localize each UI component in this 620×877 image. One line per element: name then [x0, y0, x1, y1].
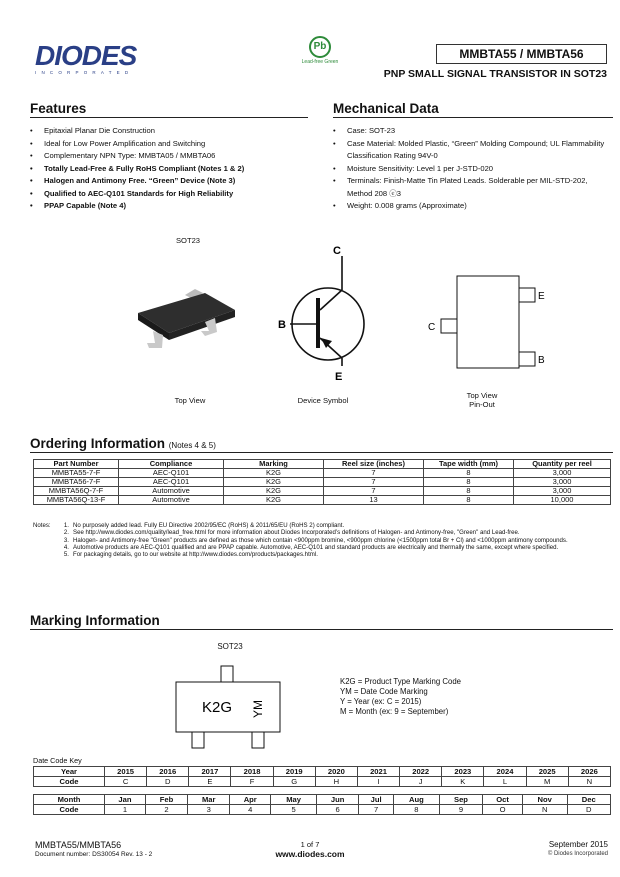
note-item	[61, 544, 613, 551]
device-symbol-caption: Device Symbol	[297, 396, 349, 405]
lead-free-badge	[298, 36, 342, 65]
ordering-cell: MMBTA56-7-F	[34, 478, 119, 487]
footer-page: 1 of 7	[300, 840, 320, 849]
marking-lead-left	[192, 732, 204, 748]
month-code-cell: 4	[230, 805, 271, 815]
marking-lead-top	[221, 666, 233, 682]
note-text: Halogen- and Antimony-free "Green" products are defined as those which contain <900ppm bromine, <900ppm chlorine (<1500ppm total Br + Cl) and <1000ppm antimony compounds.	[73, 536, 568, 544]
ordering-cell: K2G	[224, 469, 324, 478]
ordering-cell: AEC-Q101	[119, 478, 224, 487]
lead-free-label: Lead-free Green	[301, 59, 339, 65]
year-code-row-label: Code	[34, 777, 105, 787]
ordering-col-tape: Tape width (mm)	[424, 460, 514, 469]
marking-legend-3: Y = Year (ex: C = 2015)	[340, 697, 422, 706]
ordering-table	[33, 459, 611, 505]
logo-subtext: INCORPORATED	[35, 70, 134, 75]
month-cell: Jun	[317, 795, 359, 805]
year-cell: 2026	[568, 767, 610, 777]
pinout-pad-b	[519, 352, 535, 366]
ordering-cell: MMBTA56Q-7-F	[34, 487, 119, 496]
feature-item: • Ideal for Low Power Amplification and Switching	[30, 138, 308, 151]
ordering-cell: 7	[324, 487, 424, 496]
month-code-cell: N	[522, 805, 567, 815]
note-number: 5.	[63, 551, 69, 559]
year-cell: 2023	[442, 767, 484, 777]
note-text: For packaging details, go to our website at http://www.diodes.com/products/packages.html.	[73, 551, 318, 559]
note-number: 4.	[63, 543, 69, 551]
marking-package-label: SOT23	[217, 642, 243, 651]
year-code-cell: K	[442, 777, 484, 787]
ordering-col-part: Part Number	[34, 460, 119, 469]
year-row-label: Year	[34, 767, 105, 777]
ordering-cell: 8	[424, 487, 514, 496]
month-code-row-label: Code	[34, 805, 105, 815]
month-cell: Jan	[105, 795, 146, 805]
diodes-logo	[35, 40, 153, 76]
transistor-symbol	[270, 238, 380, 383]
feature-item: • Qualified to AEC-Q101 Standards for High Reliability	[30, 188, 308, 201]
year-cell: 2016	[147, 767, 189, 777]
month-cell: Mar	[188, 795, 230, 805]
month-code-cell: 5	[271, 805, 317, 815]
ordering-cell: 10,000	[514, 496, 611, 505]
month-cell: Dec	[567, 795, 610, 805]
ordering-cell: K2G	[224, 496, 324, 505]
feature-item: • Totally Lead-Free & Fully RoHS Compliant (Notes 1 & 2)	[30, 163, 308, 176]
month-row-label: Month	[34, 795, 105, 805]
year-code-cell: N	[568, 777, 610, 787]
footer-doc-number: Document number: DS30054 Rev. 13 - 2	[35, 851, 153, 858]
pinout-pad-c	[441, 319, 457, 333]
ordering-row	[34, 478, 611, 487]
month-cell: Sep	[439, 795, 482, 805]
notes-list	[61, 522, 613, 558]
ordering-col-qty: Quantity per reel	[514, 460, 611, 469]
ordering-cell: MMBTA56Q-13-F	[34, 496, 119, 505]
marking-lead-right	[252, 732, 264, 748]
year-cell: 2018	[231, 767, 273, 777]
month-cell: Feb	[145, 795, 187, 805]
note-item	[61, 522, 613, 529]
year-code-cell: D	[147, 777, 189, 787]
footer-center	[250, 840, 370, 859]
note-text: No purposely added lead. Fully EU Directive 2002/95/EC (RoHS) & 2011/65/EU (RoHS 2) compliant.	[73, 522, 345, 529]
month-cell: Jul	[359, 795, 394, 805]
year-cell: 2020	[315, 767, 357, 777]
symbol-pin-e: E	[335, 371, 343, 383]
pinout-label-b: B	[538, 355, 545, 366]
feature-item: • Halogen and Antimony Free. “Green” Device (Note 3)	[30, 175, 308, 188]
footer-part: MMBTA55/MMBTA56	[35, 840, 122, 850]
mechanical-list	[333, 125, 613, 213]
month-cell: Apr	[230, 795, 271, 805]
marking-code: K2G	[202, 699, 233, 716]
ordering-cell: 8	[424, 478, 514, 487]
year-cell: 2019	[273, 767, 315, 777]
pinout-label-c: C	[428, 322, 436, 333]
month-code-cell: 9	[439, 805, 482, 815]
note-text: See http://www.diodes.com/quality/lead_free.html for more information about Diodes Incorporated’s definitions of Halogen- and Antimony-free, "Green" and Lead-free.	[73, 529, 520, 537]
ordering-cell: MMBTA55-7-F	[34, 469, 119, 478]
note-number: 1.	[63, 522, 69, 529]
note-item	[61, 537, 613, 544]
sot23-package-image	[135, 285, 240, 360]
ordering-heading-note: (Notes 4 & 5)	[168, 441, 216, 450]
mechanical-heading: Mechanical Data	[333, 101, 613, 118]
ordering-heading	[30, 436, 613, 453]
note-item	[61, 529, 613, 536]
footer-url[interactable]: www.diodes.com	[275, 849, 345, 859]
marking-legend-4: M = Month (ex: 9 = September)	[340, 707, 449, 716]
marking-legend	[340, 677, 461, 717]
ordering-cell: 3,000	[514, 469, 611, 478]
month-code-cell: 7	[359, 805, 394, 815]
pinout-label-e: E	[538, 291, 545, 302]
ordering-row	[34, 496, 611, 505]
ordering-header-row	[34, 460, 611, 469]
feature-item: • Complementary NPN Type: MMBTA05 / MMBTA06	[30, 150, 308, 163]
features-list	[30, 125, 308, 213]
marking-diagram	[170, 662, 290, 750]
ordering-col-reel: Reel size (inches)	[324, 460, 424, 469]
package-label: SOT23	[175, 236, 201, 245]
year-code-cell: M	[526, 777, 568, 787]
year-cell: 2015	[105, 767, 147, 777]
note-text: Automotive products are AEC-Q101 qualified and are PPAP capable. Automotive, AEC-Q101 and standard products are electrically and thermally the same, except where specified.	[73, 543, 559, 551]
footer-date: September 2015	[548, 840, 608, 849]
notes-block	[33, 522, 613, 558]
footer-copyright: © Diodes Incorporated	[547, 851, 608, 857]
features-section	[30, 101, 308, 213]
ordering-row	[34, 469, 611, 478]
month-code-cell: 8	[394, 805, 440, 815]
year-code-cell: G	[273, 777, 315, 787]
features-heading: Features	[30, 101, 308, 118]
month-code-cell: 6	[317, 805, 359, 815]
ordering-cell: 7	[324, 478, 424, 487]
pb-icon: Pb	[309, 36, 331, 58]
symbol-pin-b: B	[278, 319, 286, 331]
date-code-title: Date Code Key	[33, 756, 82, 765]
feature-item: • Epitaxial Planar Die Construction	[30, 125, 308, 138]
pinout-caption-line2: Pin-Out	[469, 400, 495, 409]
month-code-cell: O	[483, 805, 523, 815]
year-cell: 2017	[189, 767, 231, 777]
pinout-body	[457, 276, 519, 368]
ordering-cell: K2G	[224, 478, 324, 487]
note-item	[61, 551, 613, 558]
footer-right	[548, 840, 608, 857]
marking-ym: YM	[251, 700, 265, 718]
mech-item-weight: • Weight: 0.008 grams (Approximate)	[333, 200, 613, 213]
mech-item-moisture: • Moisture Sensitivity: Level 1 per J-STD-020	[333, 163, 613, 176]
month-code-cell: 1	[105, 805, 146, 815]
note-number: 3.	[63, 536, 69, 544]
ordering-cell: Automotive	[119, 487, 224, 496]
ordering-cell: 13	[324, 496, 424, 505]
pinout-caption	[450, 391, 514, 409]
pinout-diagram	[420, 272, 550, 377]
mech-item-case: • Case: SOT-23	[333, 125, 613, 138]
notes-label: Notes:	[33, 522, 51, 529]
symbol-pin-c: C	[333, 245, 341, 257]
year-code-cell: H	[315, 777, 357, 787]
month-cell: Aug	[394, 795, 440, 805]
feature-item: • PPAP Capable (Note 4)	[30, 200, 308, 213]
part-title: MMBTA55 / MMBTA56	[436, 44, 607, 64]
year-code-cell: L	[484, 777, 526, 787]
footer-left	[35, 840, 152, 858]
marking-heading: Marking Information	[30, 613, 613, 630]
year-cell: 2024	[484, 767, 526, 777]
marking-legend-2: YM = Date Code Marking	[340, 687, 428, 696]
month-cell: May	[271, 795, 317, 805]
mechanical-section	[333, 101, 613, 213]
month-code-table	[33, 794, 611, 815]
ordering-cell: AEC-Q101	[119, 469, 224, 478]
ordering-cell: Automotive	[119, 496, 224, 505]
mech-item-terminals: • Terminals: Finish-Matte Tin Plated Leads. Solderable per MIL-STD-202, Method 208 ⓔ3	[333, 175, 613, 200]
ordering-col-compliance: Compliance	[119, 460, 224, 469]
ordering-col-marking: Marking	[224, 460, 324, 469]
year-code-cell: I	[357, 777, 399, 787]
symbol-collector-line	[320, 290, 342, 310]
ordering-row	[34, 487, 611, 496]
marking-legend-1: K2G = Product Type Marking Code	[340, 677, 461, 686]
year-code-cell: C	[105, 777, 147, 787]
ordering-cell: 8	[424, 469, 514, 478]
year-code-cell: E	[189, 777, 231, 787]
ordering-cell: 8	[424, 496, 514, 505]
doc-subtitle: PNP SMALL SIGNAL TRANSISTOR IN SOT23	[383, 68, 607, 80]
year-cell: 2021	[357, 767, 399, 777]
month-code-cell: 3	[188, 805, 230, 815]
month-code-cell: D	[567, 805, 610, 815]
note-number: 2.	[63, 529, 69, 537]
year-code-table	[33, 766, 611, 787]
ordering-cell: 3,000	[514, 487, 611, 496]
year-code-cell: F	[231, 777, 273, 787]
top-view-caption: Top View	[174, 396, 206, 405]
ordering-cell: 7	[324, 469, 424, 478]
ordering-cell: 3,000	[514, 478, 611, 487]
month-cell: Nov	[522, 795, 567, 805]
pinout-caption-line1: Top View	[466, 391, 498, 400]
year-cell: 2022	[400, 767, 442, 777]
year-cell: 2025	[526, 767, 568, 777]
mech-item-material: • Case Material: Molded Plastic, “Green” Molding Compound; UL Flammability Classification Rating 94V-0	[333, 138, 613, 163]
year-code-cell: J	[400, 777, 442, 787]
pinout-pad-e	[519, 288, 535, 302]
month-code-cell: 2	[145, 805, 187, 815]
month-cell: Oct	[483, 795, 523, 805]
logo-text: DIODES	[35, 40, 137, 71]
ordering-heading-text: Ordering Information	[30, 436, 165, 451]
ordering-cell: K2G	[224, 487, 324, 496]
